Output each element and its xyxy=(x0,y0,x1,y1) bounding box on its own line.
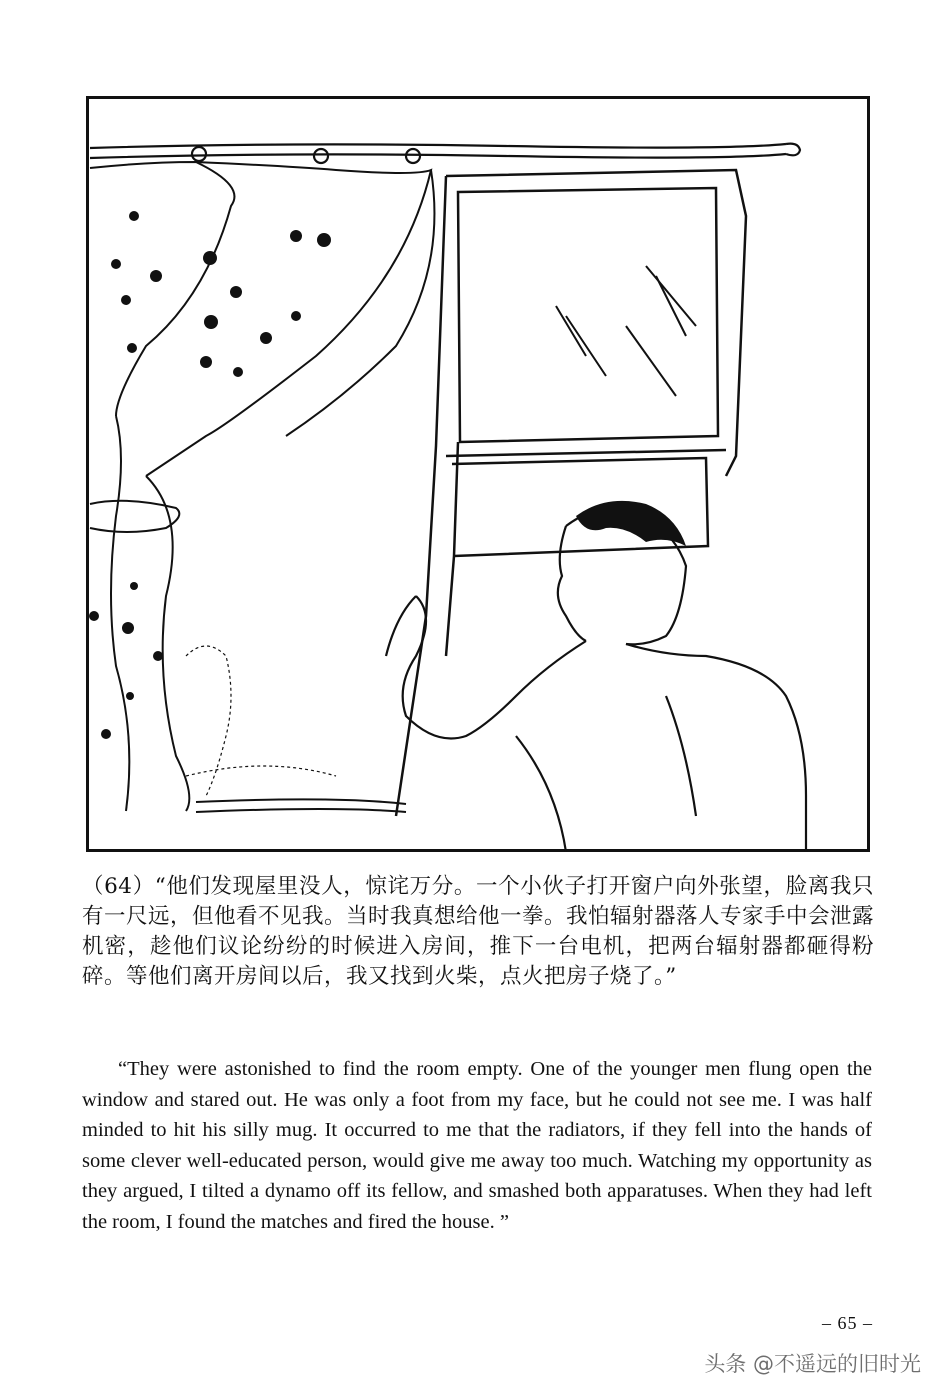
caption-english: “They were astonished to find the room empty. One of the younger men flung open the window and stared out. He was only a foot from my face, but he could not see me. I was half minded to hit his silly mug. It occurred to me that the radiators, if they fell into the hands of some clever well-educated person, would give me away too much. Watching my opportunity as they argued, I tilted a dynamo off its fellow, and smashed both apparatuses. When they had left the room, I found the matches and fired the house. ” xyxy=(82,1058,872,1233)
glass-reflection xyxy=(556,266,696,396)
curtain-rod xyxy=(90,144,800,163)
ink-drawing-man-at-window xyxy=(86,96,870,852)
curtain-dots xyxy=(89,211,331,739)
page-number: – 65 – xyxy=(822,1313,873,1333)
curtain xyxy=(90,162,434,811)
young-man xyxy=(386,508,806,852)
invisible-man-outline xyxy=(186,646,336,796)
windowsill xyxy=(196,799,406,812)
young-man-hair xyxy=(576,501,686,546)
watermark: 头条 @不遥远的旧时光 xyxy=(704,1352,921,1376)
caption-chinese: （64）“他们发现屋里没人，惊诧万分。一个小伙子打开窗户向外张望，脸离我只有一尺远，但他看不见我。当时我真想给他一拳。我怕辐射器落人专家手中会泄露机密，趁他们议论纷纷的时候进入房间，推下一台电机，把两台辐射器都砸得粉碎。等他们离开房间以后，我又找到火柴，点火把房子烧了。” xyxy=(82,874,875,989)
illustration xyxy=(86,96,870,852)
illustration-frame xyxy=(88,98,869,851)
window xyxy=(396,170,746,816)
